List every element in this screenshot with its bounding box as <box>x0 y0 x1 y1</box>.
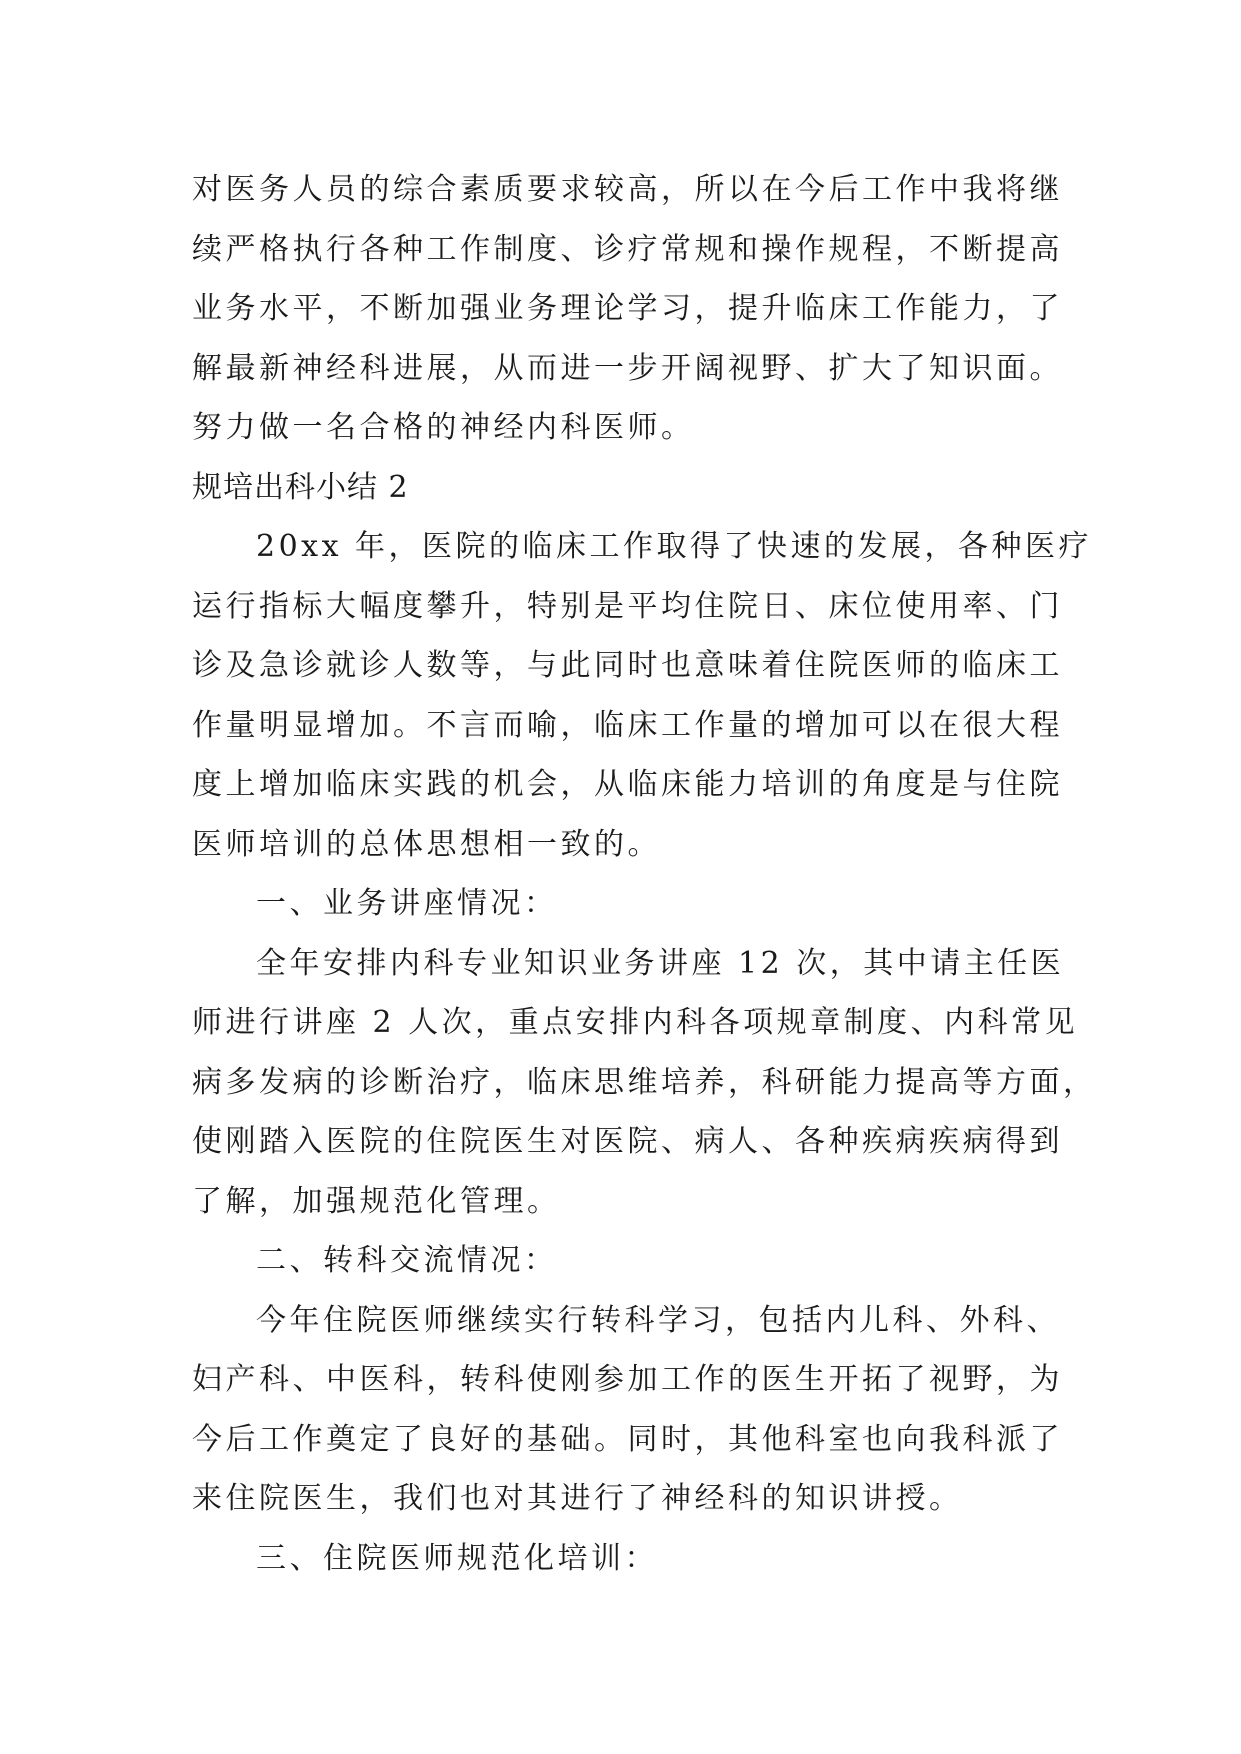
paragraph-line: 运行指标大幅度攀升，特别是平均住院日、床位使用率、门 <box>192 588 1063 624</box>
paragraph-line: 师进行讲座 2 人次，重点安排内科各项规章制度、内科常见 <box>192 1005 1079 1040</box>
paragraph-line: 今年住院医师继续实行转科学习，包括内儿科、外科、 <box>256 1302 1060 1338</box>
paragraph-line: 20xx 年，医院的临床工作取得了快速的发展，各种医疗 <box>256 529 1093 564</box>
subsection-heading: 三、住院医师规范化培训： <box>256 1540 658 1576</box>
paragraph-line: 医师培训的总体思想相一致的。 <box>192 826 661 862</box>
paragraph-line: 今后工作奠定了良好的基础。同时，其他科室也向我科派了 <box>192 1421 1063 1457</box>
paragraph-line: 来住院医生，我们也对其进行了神经科的知识讲授。 <box>192 1481 963 1516</box>
subsection-heading: 一、业务讲座情况： <box>256 886 558 921</box>
paragraph-line: 了解，加强规范化管理。 <box>192 1183 561 1219</box>
paragraph-line: 对医务人员的综合素质要求较高，所以在今后工作中我将继 <box>192 172 1063 207</box>
paragraph-line: 妇产科、中医科，转科使刚参加工作的医生开拓了视野，为 <box>192 1362 1063 1397</box>
paragraph-line: 业务水平，不断加强业务理论学习，提升临床工作能力，了 <box>192 291 1063 326</box>
paragraph-line: 度上增加临床实践的机会，从临床能力培训的角度是与住院 <box>192 767 1063 802</box>
section-title: 规培出科小结 2 <box>192 469 409 505</box>
subsection-heading: 二、转科交流情况： <box>256 1243 558 1278</box>
paragraph-line: 续严格执行各种工作制度、诊疗常规和操作规程，不断提高 <box>192 231 1063 267</box>
paragraph-line: 全年安排内科专业知识业务讲座 12 次，其中请主任医 <box>256 945 1065 981</box>
paragraph-line: 解最新神经科进展，从而进一步开阔视野、扩大了知识面。 <box>192 350 1063 386</box>
paragraph-line: 病多发病的诊断治疗，临床思维培养，科研能力提高等方面， <box>192 1064 1097 1100</box>
paragraph-line: 努力做一名合格的神经内科医师。 <box>192 410 695 445</box>
paragraph-line: 使刚踏入医院的住院医生对医院、病人、各种疾病疾病得到 <box>192 1124 1063 1159</box>
paragraph-line: 作量明显增加。不言而喻，临床工作量的增加可以在很大程 <box>192 707 1063 743</box>
paragraph-line: 诊及急诊就诊人数等，与此同时也意味着住院医师的临床工 <box>192 648 1063 683</box>
document-body <box>192 160 1097 1588</box>
